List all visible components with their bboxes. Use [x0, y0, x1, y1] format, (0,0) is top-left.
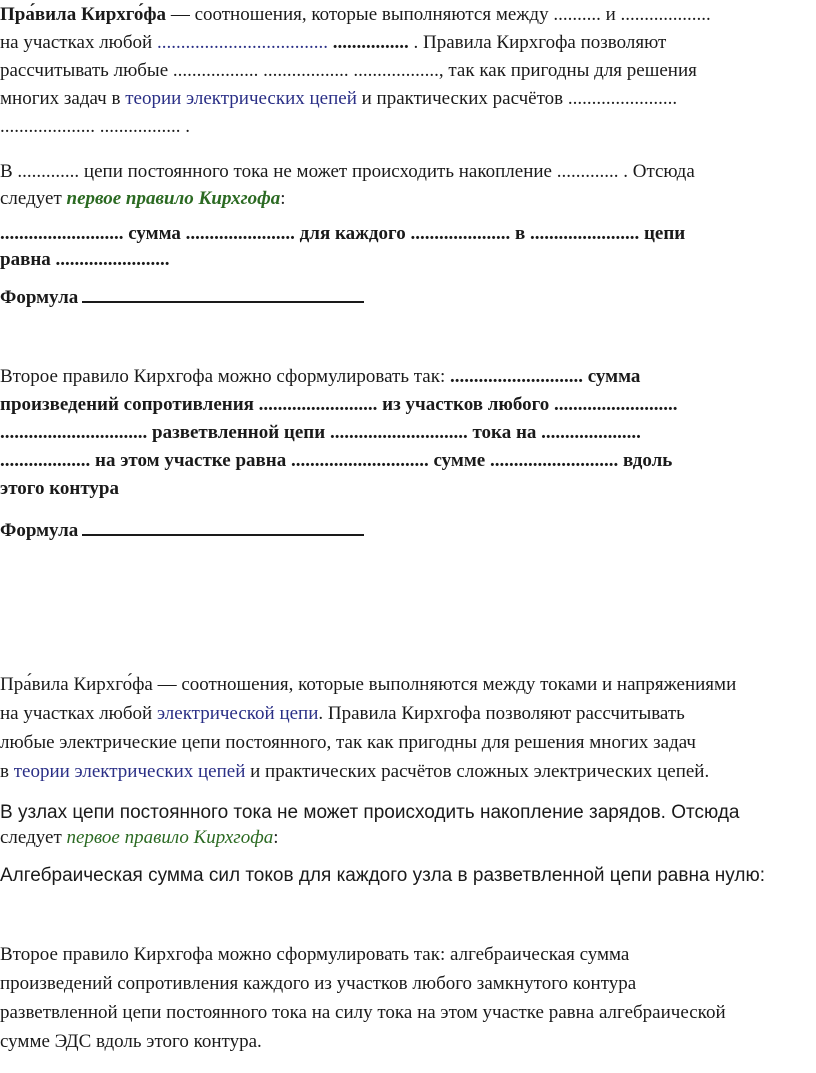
ws-p1-line4: [0, 84, 816, 113]
ws-blank: ................: [327, 32, 409, 53]
ans-text: :: [273, 827, 279, 848]
ws-formula2: [0, 516, 816, 545]
formula-label: Формула: [0, 520, 79, 541]
ans-p1-line3: любые электрические цепи постоянного, так как пригодны для решения многих задач: [0, 732, 696, 753]
ws-formula1: [0, 283, 816, 312]
formula-blank-line[interactable]: [82, 283, 364, 303]
ans-text: и практических расчётов сложных электрических цепей.: [245, 761, 710, 782]
ws-text: . Правила Кирхгофа позволяют: [408, 32, 667, 53]
ans-text: на участках любой: [0, 703, 157, 724]
ws-text: Второе правило Кирхгофа можно сформулировать так:: [0, 366, 450, 387]
ans-rule2-line2: произведений сопротивления каждого из участков любого замкнутого контура: [0, 973, 637, 994]
ws-p1-line2: [0, 28, 816, 57]
ws-rule2-line1: [0, 362, 816, 391]
formula-label: Формула: [0, 287, 79, 308]
formula-blank-line[interactable]: [82, 516, 364, 536]
ws-p2-line2: [0, 184, 816, 213]
ws-text: — соотношения, которые выполняются между .......... и ...................: [166, 4, 711, 25]
ans-p1-line4: [0, 757, 816, 786]
ws-rule1-line1: .......................... сумма ....................... для каждого ..................... в ....................... цепи: [0, 223, 686, 244]
ws-p1-line5: .................... ................. .: [0, 116, 190, 137]
ws-rule2-line5: этого контура: [0, 478, 119, 499]
ws-text: многих задач в: [0, 88, 126, 109]
ans-rule1: Алгебраическая сумма сил токов для каждого узла в разветвленной цепи равна нулю:: [0, 865, 765, 886]
ws-p1-line3: рассчитывать любые .................. .................. .................., так как пригодны для решения: [0, 60, 697, 81]
ws-first-rule-link[interactable]: первое правило Кирхгофа: [66, 188, 281, 209]
ws-text: следует: [0, 188, 67, 209]
ans-text: . Правила Кирхгофа позволяют рассчитывать: [318, 703, 685, 724]
ans-link-theory[interactable]: теории электрических цепей: [13, 761, 246, 782]
ans-rule2-line4: сумме ЭДС вдоль этого контура.: [0, 1031, 262, 1052]
ws-title: Пра́вила Кирхго́фа: [0, 4, 167, 25]
ws-p2-line1: В ............. цепи постоянного тока не может происходить накопление ............. . Отсюда: [0, 161, 695, 182]
ans-p2-line2: [0, 823, 816, 852]
ans-text: следует: [0, 827, 67, 848]
ws-rule2-line2: произведений сопротивления ......................... из участков любого ..........................: [0, 394, 678, 415]
ws-text: :: [280, 188, 286, 209]
ws-p1-line1: [0, 0, 816, 29]
ans-first-rule-link[interactable]: первое правило Кирхгофа: [66, 827, 274, 848]
ws-rule1-line2: равна ........................: [0, 249, 170, 270]
ws-text: на участках любой: [0, 32, 157, 53]
ws-link-blank[interactable]: ....................................: [156, 32, 328, 53]
ans-text: в: [0, 761, 14, 782]
ws-link-theory[interactable]: теории электрических цепей: [125, 88, 357, 109]
ws-rule2-line3: ............................... разветвленной цепи ............................. тока на .....................: [0, 422, 641, 443]
ans-rule2-line1: Второе правило Кирхгофа можно сформулировать так: алгебраическая сумма: [0, 944, 630, 965]
ans-p1-line1: Пра́вила Кирхго́фа — соотношения, которые выполняются между токами и напряжениями: [0, 674, 737, 695]
ans-rule2-line3: разветвленной цепи постоянного тока на силу тока на этом участке равна алгебраической: [0, 1002, 726, 1023]
ans-p2-line1: В узлах цепи постоянного тока не может происходить накопление зарядов. Отсюда: [0, 802, 740, 823]
ws-rule2-line4: ................... на этом участке равна ............................. сумме ........................... вдоль: [0, 450, 673, 471]
ans-link-electric-circuit[interactable]: электрической цепи: [156, 703, 319, 724]
ws-text: и практических расчётов .......................: [356, 88, 678, 109]
ans-p1-line2: [0, 699, 816, 728]
ws-blank: ............................ сумма: [450, 366, 641, 387]
